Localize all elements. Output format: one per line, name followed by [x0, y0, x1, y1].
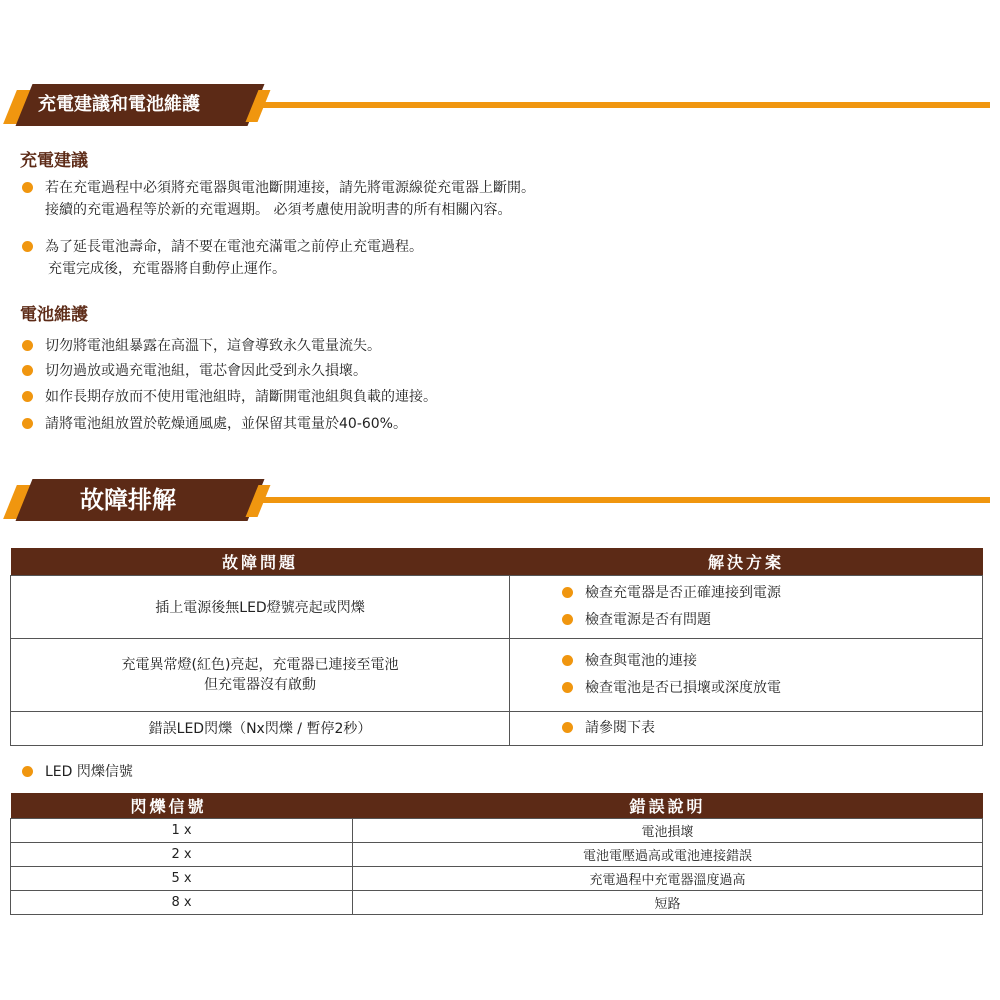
- table-row: 充電異常燈(紅色)亮起，充電器已連接至電池 但充電器沒有啟動 檢查與電池的連接 檢查電池是否已損壞或深度放電: [11, 638, 983, 711]
- banner-line: [262, 497, 990, 503]
- bullet-icon: [562, 682, 573, 693]
- bullet-icon: [22, 182, 33, 193]
- bullet-icon: [22, 418, 33, 429]
- header-solution: 解決方案: [510, 548, 983, 575]
- table-row: 5 x 充電過程中充電器溫度過高: [11, 866, 983, 890]
- header-error: 錯誤說明: [353, 793, 983, 818]
- bullet-icon: [22, 391, 33, 402]
- list-item: 切勿將電池組暴露在高溫下，這會導致永久電量流失。: [22, 335, 381, 357]
- section-banner-charging: [0, 84, 1000, 128]
- troubleshooting-table: [10, 548, 983, 746]
- table-row: 8 x 短路: [11, 890, 983, 914]
- bullet-icon: [562, 614, 573, 625]
- subheading-maintenance: 電池維護: [20, 305, 88, 325]
- list-item: 如作長期存放而不使用電池組時，請斷開電池組與負載的連接。: [22, 386, 437, 408]
- bullet-icon: [22, 340, 33, 351]
- table-row: 1 x 電池損壞: [11, 818, 983, 842]
- table-row: 錯誤LED閃爍（Nx閃爍 / 暫停2秒） 請參閱下表: [11, 711, 983, 745]
- bullet-icon: [562, 655, 573, 666]
- list-item: 為了延長電池壽命，請不要在電池充滿電之前停止充電過程。 充電完成後，充電器將自動停止運作。: [22, 236, 423, 280]
- list-item: 請將電池組放置於乾燥通風處，並保留其電量於40-60%。: [22, 413, 407, 435]
- section-title: 故障排解: [80, 486, 176, 514]
- list-item: 切勿過放或過充電池組，電芯會因此受到永久損壞。: [22, 360, 367, 382]
- subheading-charging: 充電建議: [20, 151, 88, 171]
- table-row: 插上電源後無LED燈號亮起或閃爍 檢查充電器是否正確連接到電源 檢查電源是否有問題: [11, 575, 983, 638]
- header-problem: 故障問題: [11, 548, 510, 575]
- section-title: 充電建議和電池維護: [38, 94, 200, 115]
- header-signal: 閃爍信號: [11, 793, 353, 818]
- bullet-icon: [562, 587, 573, 598]
- section-banner-troubleshooting: [0, 479, 1000, 523]
- bullet-icon: [22, 766, 33, 777]
- banner-line: [262, 102, 990, 108]
- bullet-icon: [22, 241, 33, 252]
- bullet-icon: [562, 722, 573, 733]
- bullet-icon: [22, 365, 33, 376]
- table-row: 2 x 電池電壓過高或電池連接錯誤: [11, 842, 983, 866]
- list-item: 若在充電過程中必須將充電器與電池斷開連接，請先將電源線從充電器上斷開。 接續的充電過程等於新的充電週期。 必須考慮使用說明書的所有相關內容。: [22, 177, 535, 221]
- led-signal-label: LED 閃爍信號: [22, 761, 133, 783]
- led-signal-table: [10, 793, 983, 915]
